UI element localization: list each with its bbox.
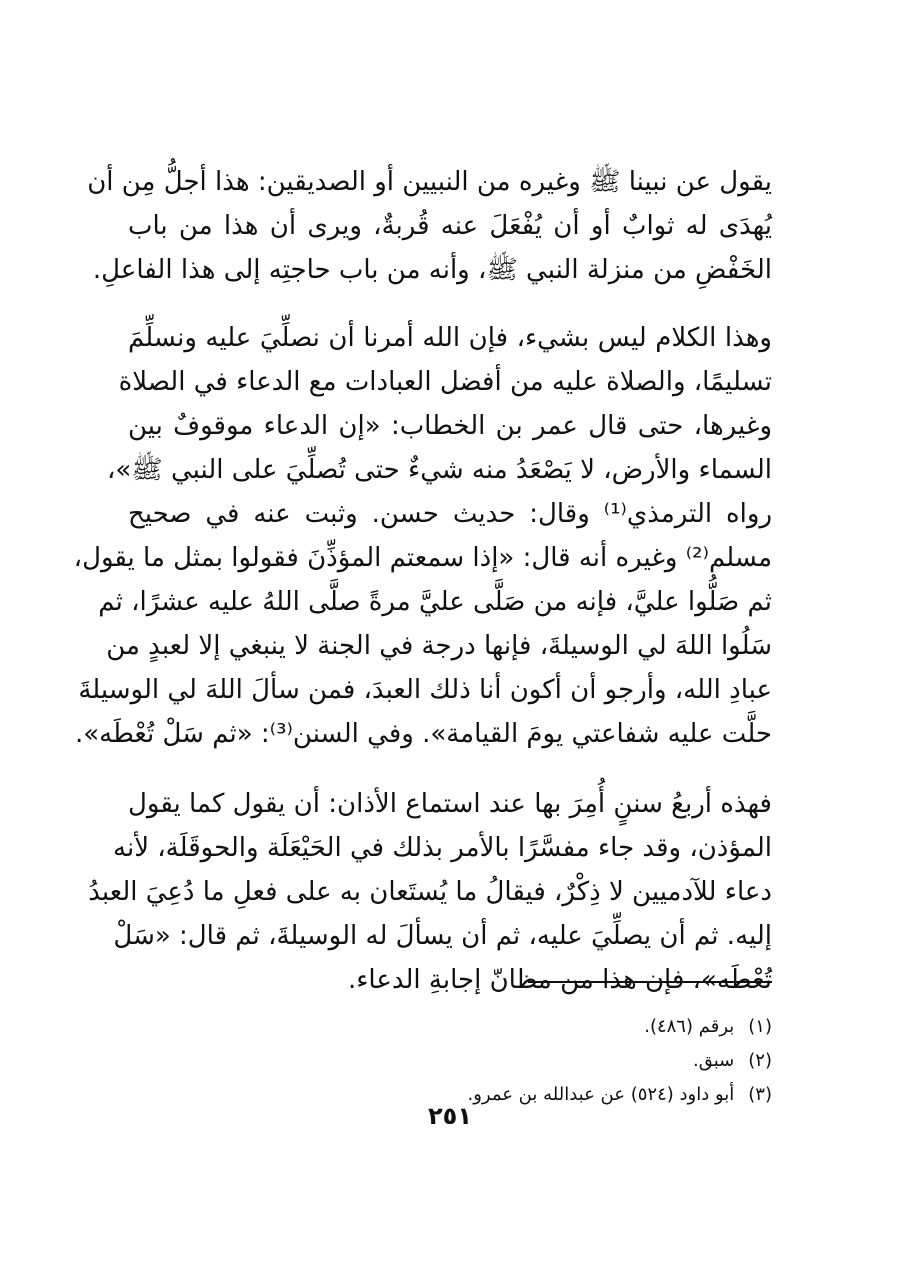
text-line: تُعْطَه»، فإن هذا من مظانّ إجابةِ الدعاء. (347, 965, 772, 995)
text-line: ثم صَلُّوا عليَّ، فإنه من صَلَّى عليَّ مرةً صلَّى اللهُ عليه عشرًا، ثم (98, 587, 772, 617)
text-line: فهذه أربعُ سننٍ أُمِرَ بها عند استماع الأذان: أن يقول كما يقول (128, 789, 772, 819)
footnote-text: برقم (٤٨٦). (644, 1016, 735, 1037)
text-line: إليه. ثم أن يصلِّيَ عليه، ثم أن يسألَ له الوسيلةَ، ثم قال: «سَلْ (113, 921, 772, 951)
text-line: وهذا الكلام ليس بشيء، فإن الله أمرنا أن نصلِّيَ عليه ونسلِّمَ (128, 323, 772, 353)
paragraph-1 (87, 160, 772, 292)
footnote-divider (528, 981, 772, 983)
footnotes (300, 1010, 772, 1112)
text-line: يقول عن نبينا ﷺ وغيره من النبيين أو الصديقين: هذا أجلُّ مِن أن (87, 167, 772, 197)
paragraph-2 (73, 316, 772, 756)
footnote-number: (٢) (748, 1050, 772, 1071)
text-line: عبادِ الله، وأرجو أن أكون أنا ذلك العبدَ، فمن سألَ اللهَ لي الوسيلةَ (78, 675, 772, 705)
paragraph-3 (88, 782, 772, 1002)
text-line: الخَفْضِ من منزلة النبي ﷺ، وأنه من باب حاجتِه إلى هذا الفاعلِ. (92, 255, 772, 285)
text-line: يُهدَى له ثوابٌ أو أن يُفْعَلَ عنه قُربةٌ، ويرى أن هذا من باب (128, 211, 772, 241)
footnote-3 (300, 1078, 772, 1112)
text-line: المؤذن، وقد جاء مفسَّرًا بالأمر بذلك في الحَيْعَلَة والحوقَلَة، لأنه (113, 833, 772, 863)
footnote-text: سبق. (693, 1050, 735, 1071)
text-line: وغيرها، حتى قال عمر بن الخطاب: «إن الدعاء موقوفٌ بين (128, 411, 772, 441)
text-line: السماء والأرض، لا يَصْعَدُ منه شيءٌ حتى تُصلِّيَ على النبي ﷺ»، (106, 455, 772, 485)
text-line: سَلُوا اللهَ لي الوسيلةَ، فإنها درجة في الجنة لا ينبغي إلا لعبدٍ من (106, 631, 772, 661)
text-line: مسلم⁽²⁾ وغيره أنه قال: «إذا سمعتم المؤذِّنَ فقولوا بمثل ما يقول، (73, 543, 772, 573)
footnote-1 (300, 1010, 772, 1044)
text-line: رواه الترمذي⁽¹⁾ وقال: حديث حسن. وثبت عنه في صحيح (128, 499, 772, 529)
text-line: تسليمًا، والصلاة عليه من أفضل العبادات مع الدعاء في الصلاة (118, 367, 772, 397)
text-line: حلَّت عليه شفاعتي يومَ القيامة». وفي السنن⁽³⁾: «ثم سَلْ تُعْطَه». (74, 719, 772, 749)
footnote-text: أبو داود (٥٢٤) عن عبدالله بن عمرو. (467, 1084, 735, 1105)
text-line: دعاء للآدميين لا ذِكْرٌ، فيقالُ ما يُستَعان به على فعلِ ما دُعِيَ العبدُ (88, 877, 772, 907)
main-text (73, 160, 772, 1026)
footnote-number: (٣) (748, 1084, 772, 1105)
page-number: ٢٥١ (428, 1102, 472, 1130)
footnote-2 (300, 1044, 772, 1078)
footnote-number: (١) (748, 1016, 772, 1037)
